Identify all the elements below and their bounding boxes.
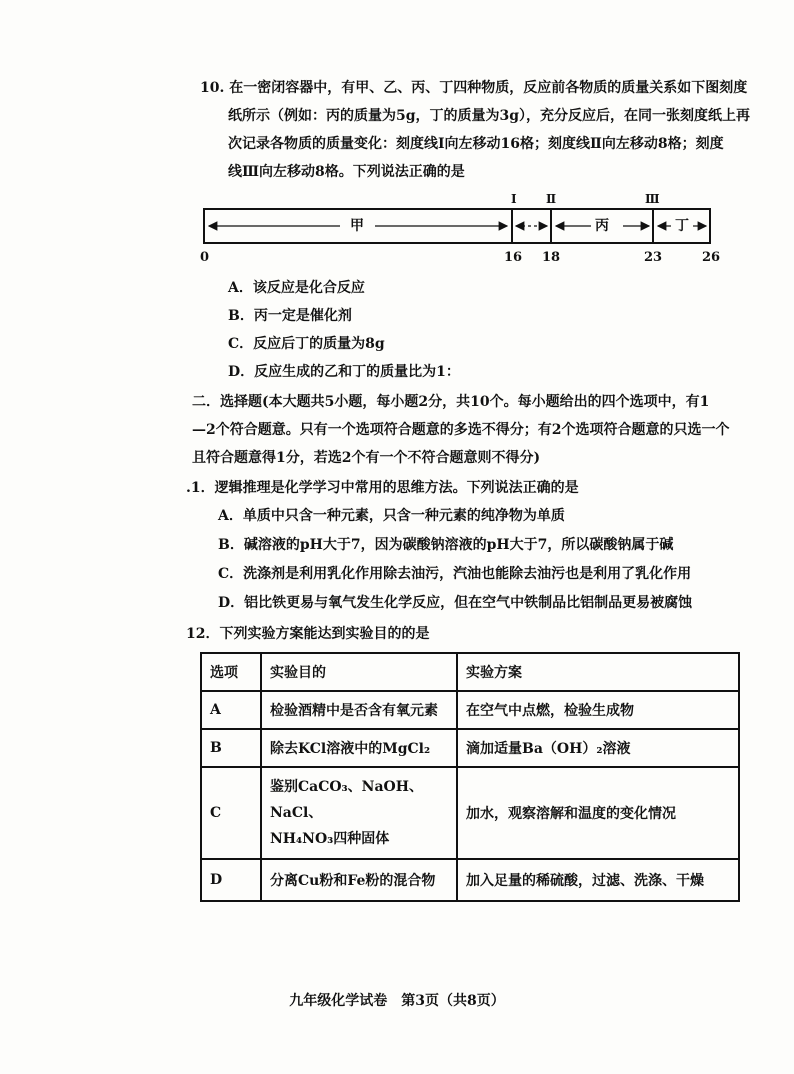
q10-option-d: D．反应生成的乙和丁的质量比为1：	[228, 364, 460, 380]
row-option: C	[201, 767, 261, 859]
row-goal: 检验酒精中是否含有氧元素	[261, 691, 457, 729]
row-option: D	[201, 859, 261, 901]
marker-3: Ⅲ	[645, 192, 660, 206]
segment-jia: 甲	[350, 218, 364, 234]
row-goal	[261, 767, 457, 859]
row-goal: 除去KCl溶液中的MgCl₂	[261, 729, 457, 767]
experiment-table	[200, 652, 740, 902]
header-plan: 实验方案	[457, 653, 739, 691]
q10-option-a: A．该反应是化合反应	[228, 280, 365, 296]
section2-line3: 且符合题意得1分，若选2个有一个不符合题意则不得分)	[192, 450, 541, 466]
q11-option-b: B．碱溶液的pH大于7，因为碳酸钠溶液的pH大于7，所以碳酸钠属于碱	[218, 537, 674, 553]
q11-option-c: C．洗涤剂是利用乳化作用除去油污，汽油也能除去油污也是利用了乳化作用	[218, 566, 692, 582]
row-goal: 分离Cu粉和Fe粉的混合物	[261, 859, 457, 901]
row-goal-line1: 鉴别CaCO₃、NaOH、NaCl、	[270, 779, 423, 821]
q12-stem: 12．下列实验方案能达到实验目的的是	[186, 626, 430, 642]
tick-18: 18	[542, 250, 561, 265]
q10-stem-line3: 次记录各物质的质量变化：刻度线Ⅰ向左移动16格；刻度线Ⅱ向左移动8格；刻度	[228, 136, 724, 152]
q10-stem-line1: 10. 在一密闭容器中，有甲、乙、丙、丁四种物质，反应前各物质的质量关系如下图刻度	[200, 80, 748, 96]
table-header-row	[201, 653, 739, 691]
row-plan: 加入足量的稀硫酸，过滤、洗涤、干燥	[457, 859, 739, 901]
table-row	[201, 691, 739, 729]
q11-option-d: D．铝比铁更易与氧气发生化学反应，但在空气中铁制品比铝制品更易被腐蚀	[218, 595, 693, 611]
tick-16: 16	[504, 250, 523, 265]
header-goal: 实验目的	[261, 653, 457, 691]
q10-option-b: B．丙一定是催化剂	[228, 308, 352, 324]
segment-bing: 丙	[595, 218, 609, 234]
q10-stem-line2: 纸所示（例如：丙的质量为5g，丁的质量为3g），充分反应后，在同一张刻度纸上再	[228, 108, 751, 124]
tick-0: 0	[200, 250, 210, 265]
q10-stem-line4: 线Ⅲ向左移动8格。下列说法正确的是	[228, 164, 465, 180]
header-option: 选项	[201, 653, 261, 691]
tick-23: 23	[644, 250, 663, 265]
q10-option-c: C．反应后丁的质量为8g	[228, 336, 385, 352]
row-goal-line2: NH₄NO₃四种固体	[270, 831, 390, 847]
row-option: B	[201, 729, 261, 767]
table-row	[201, 859, 739, 901]
page-footer: 九年级化学试卷 第3页（共8页）	[289, 993, 505, 1009]
row-option: A	[201, 691, 261, 729]
row-plan: 加水，观察溶解和温度的变化情况	[457, 767, 739, 859]
mass-ruler	[203, 208, 711, 244]
marker-1: Ⅰ	[511, 192, 517, 206]
table-row	[201, 767, 739, 859]
segment-ding: 丁	[675, 218, 689, 234]
ruler-arrows	[205, 210, 709, 242]
row-plan: 滴加适量Ba（OH）₂溶液	[457, 729, 739, 767]
marker-2: Ⅱ	[546, 192, 557, 206]
q11-stem: .1．逻辑推理是化学学习中常用的思维方法。下列说法正确的是	[186, 480, 579, 496]
tick-26: 26	[702, 250, 721, 265]
table-row	[201, 729, 739, 767]
row-plan: 在空气中点燃，检验生成物	[457, 691, 739, 729]
q11-option-a: A．单质中只含一种元素，只含一种元素的纯净物为单质	[218, 508, 565, 524]
section2-line2: —2个符合题意。只有一个选项符合题意的多选不得分；有2个选项符合题意的只选一个	[192, 422, 730, 438]
section2-line1: 二．选择题(本大题共5小题，每小题2分，共10个。每小题给出的四个选项中，有1	[192, 394, 710, 410]
